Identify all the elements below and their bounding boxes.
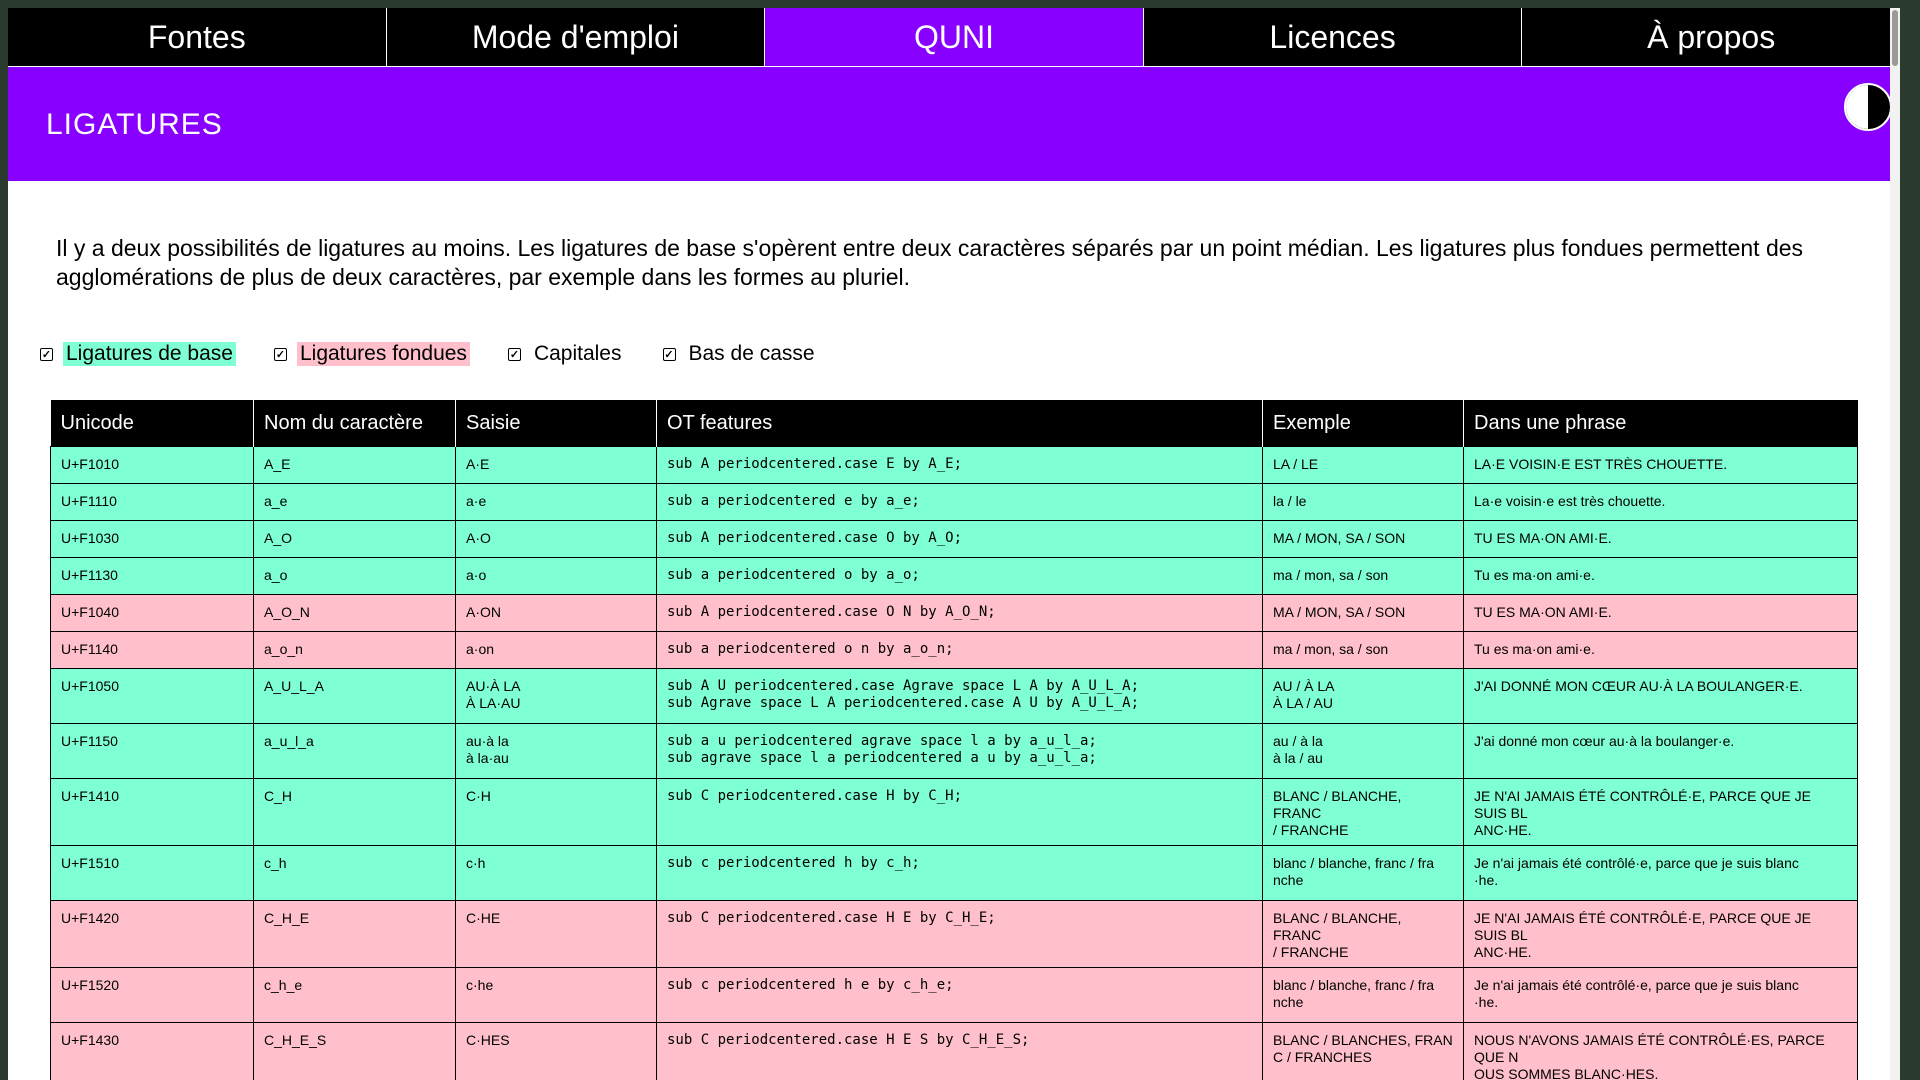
cell-phrase	[1464, 521, 1858, 558]
column-header-ot-features[interactable]: OT features	[657, 400, 1263, 447]
cell-exemple	[1263, 669, 1464, 724]
page-frame	[8, 8, 1900, 1080]
column-header-nom[interactable]: Nom du caractère	[254, 400, 456, 447]
cell-line: Tu es ma·on ami·e.	[1474, 641, 1595, 657]
cell-line: sub A periodcentered.case E by A_E;	[667, 456, 963, 472]
cell-line: sub a periodcentered o by a_o;	[667, 567, 920, 583]
cell-exemple	[1263, 558, 1464, 595]
table-header-row	[51, 400, 1858, 447]
cell-unicode: U+F1420	[51, 901, 254, 968]
table-row	[51, 447, 1858, 484]
cell-line: MA / MON, SA / SON	[1273, 530, 1406, 546]
cell-line: au·à la	[466, 733, 509, 749]
column-header-unicode[interactable]: Unicode	[51, 400, 254, 447]
cell-unicode: U+F1510	[51, 846, 254, 901]
cell-line: / FRANCHE	[1273, 822, 1349, 838]
filter-ligatures-base[interactable]	[40, 342, 236, 366]
cell-line: A·ON	[466, 604, 501, 620]
cell-exemple	[1263, 447, 1464, 484]
cell-line: Je n'ai jamais été contrôlé·e, parce que je suis blanc	[1474, 855, 1799, 871]
cell-line: ·he.	[1474, 994, 1499, 1010]
cell-line: sub agrave space l a periodcentered a u by a_u_l_a;	[667, 750, 1097, 766]
cell-line: c·h	[466, 855, 486, 871]
cell-line: A·O	[466, 530, 491, 546]
cell-unicode: U+F1040	[51, 595, 254, 632]
cell-ot	[657, 901, 1263, 968]
section-banner	[8, 67, 1900, 181]
cell-line: sub a u periodcentered agrave space l a by a_u_l_a;	[667, 733, 1097, 749]
cell-line: C·HES	[466, 1032, 510, 1048]
cell-phrase	[1464, 724, 1858, 779]
cell-phrase	[1464, 669, 1858, 724]
cell-name: A_E	[254, 447, 456, 484]
checkbox-ligatures-fondues[interactable]: ✓	[275, 348, 286, 361]
cell-exemple	[1263, 968, 1464, 1023]
cell-ot	[657, 632, 1263, 669]
cell-exemple	[1263, 632, 1464, 669]
tab-licences[interactable]: Licences	[1144, 8, 1523, 66]
cell-line: TU ES MA·ON AMI·E.	[1474, 604, 1612, 620]
cell-line: nche	[1273, 872, 1304, 888]
cell-name: a_u_l_a	[254, 724, 456, 779]
cell-name: a_e	[254, 484, 456, 521]
cell-line: sub A periodcentered.case O by A_O;	[667, 530, 963, 546]
cell-line: sub c periodcentered h e by c_h_e;	[667, 977, 954, 993]
cell-unicode: U+F1110	[51, 484, 254, 521]
checkbox-capitales[interactable]: ✓	[509, 348, 520, 361]
cell-exemple	[1263, 484, 1464, 521]
cell-line: sub a periodcentered e by a_e;	[667, 493, 920, 509]
cell-saisie	[456, 724, 657, 779]
tab-fontes[interactable]: Fontes	[8, 8, 387, 66]
cell-saisie	[456, 595, 657, 632]
cell-line: La·e voisin·e est très chouette.	[1474, 493, 1666, 509]
cell-ot	[657, 779, 1263, 846]
cell-line: / FRANCHE	[1273, 944, 1349, 960]
cell-line: a·e	[466, 493, 487, 509]
cell-name: c_h_e	[254, 968, 456, 1023]
cell-name: a_o_n	[254, 632, 456, 669]
cell-saisie	[456, 846, 657, 901]
cell-line: AU / À LA	[1273, 678, 1335, 694]
cell-line: ANC·HE.	[1474, 822, 1532, 838]
cell-ot	[657, 846, 1263, 901]
cell-line: ·he.	[1474, 872, 1499, 888]
cell-line: blanc / blanche, franc / fra	[1273, 977, 1435, 993]
contrast-half	[1846, 85, 1868, 129]
cell-line: Je n'ai jamais été contrôlé·e, parce que je suis blanc	[1474, 977, 1799, 993]
cell-line: À LA / AU	[1273, 695, 1333, 711]
cell-phrase	[1464, 901, 1858, 968]
cell-exemple	[1263, 521, 1464, 558]
cell-line: à la / au	[1273, 750, 1323, 766]
tab-quni[interactable]: QUNI	[765, 8, 1144, 66]
cell-saisie	[456, 968, 657, 1023]
cell-line: J'ai donné mon cœur au·à la boulanger·e.	[1474, 733, 1735, 749]
cell-unicode: U+F1140	[51, 632, 254, 669]
cell-phrase	[1464, 968, 1858, 1023]
cell-name: C_H	[254, 779, 456, 846]
cell-line: a·on	[466, 641, 495, 657]
cell-saisie	[456, 669, 657, 724]
scrollbar-thumb[interactable]	[1892, 10, 1898, 66]
cell-line: sub A U periodcentered.case Agrave space L A by A_U_L_A;	[667, 678, 1140, 694]
filter-label: Ligatures fondues	[297, 342, 470, 366]
cell-line: JE N'AI JAMAIS ÉTÉ CONTRÔLÉ·E, PARCE QUE JE SUIS BL	[1474, 788, 1811, 821]
checkbox-bas-de-casse[interactable]: ✓	[664, 348, 674, 361]
cell-name: C_H_E	[254, 901, 456, 968]
filter-bas-de-casse[interactable]	[663, 342, 818, 366]
cell-phrase	[1464, 447, 1858, 484]
cell-line: ma / mon, sa / son	[1273, 641, 1389, 657]
cell-ot	[657, 521, 1263, 558]
cell-saisie	[456, 901, 657, 968]
top-navigation	[8, 8, 1900, 66]
cell-line: c·he	[466, 977, 494, 993]
cell-line: J'AI DONNÉ MON CŒUR AU·À LA BOULANGER·E.	[1474, 678, 1803, 694]
cell-line: la / le	[1273, 493, 1307, 509]
cell-saisie	[456, 632, 657, 669]
cell-saisie	[456, 447, 657, 484]
cell-phrase	[1464, 558, 1858, 595]
cell-line: sub a periodcentered o n by a_o_n;	[667, 641, 954, 657]
ligatures-table-wrapper	[50, 400, 1857, 1080]
cell-line: À LA·AU	[466, 695, 521, 711]
cell-phrase	[1464, 846, 1858, 901]
cell-unicode: U+F1030	[51, 521, 254, 558]
cell-ot	[657, 724, 1263, 779]
cell-unicode: U+F1150	[51, 724, 254, 779]
cell-saisie	[456, 1023, 657, 1080]
tab-mode-emploi[interactable]: Mode d'emploi	[387, 8, 766, 66]
cell-line: C·HE	[466, 910, 501, 926]
cell-line: a·o	[466, 567, 487, 583]
cell-unicode: U+F1430	[51, 1023, 254, 1080]
cell-line: AU·À LA	[466, 678, 521, 694]
cell-phrase	[1464, 484, 1858, 521]
table-row	[51, 1023, 1858, 1080]
cell-line: TU ES MA·ON AMI·E.	[1474, 530, 1612, 546]
cell-unicode: U+F1010	[51, 447, 254, 484]
table-row	[51, 901, 1858, 968]
vertical-scrollbar[interactable]	[1890, 8, 1900, 1080]
cell-ot	[657, 447, 1263, 484]
cell-line: au / à la	[1273, 733, 1323, 749]
cell-name: a_o	[254, 558, 456, 595]
cell-line: OUS SOMMES BLANC·HES.	[1474, 1066, 1659, 1080]
filter-capitales[interactable]	[508, 342, 625, 366]
cell-line: BLANC / BLANCHE, FRANC	[1273, 788, 1402, 821]
cell-saisie	[456, 779, 657, 846]
filter-label: Bas de casse	[688, 342, 815, 365]
cell-ot	[657, 968, 1263, 1023]
cell-phrase	[1464, 1023, 1858, 1080]
table-row	[51, 558, 1858, 595]
cell-name: A_U_L_A	[254, 669, 456, 724]
table-row	[51, 484, 1858, 521]
tab-a-propos[interactable]: À propos	[1647, 18, 1776, 55]
cell-line: sub Agrave space L A periodcentered.case A U by A_U_L_A;	[667, 695, 1140, 711]
cell-phrase	[1464, 632, 1858, 669]
filter-label: Ligatures de base	[63, 342, 236, 366]
cell-exemple	[1263, 846, 1464, 901]
cell-line: C / FRANCHES	[1273, 1049, 1372, 1065]
column-header-phrase[interactable]: Dans une phrase	[1464, 400, 1858, 447]
cell-line: JE N'AI JAMAIS ÉTÉ CONTRÔLÉ·E, PARCE QUE JE SUIS BL	[1474, 910, 1811, 943]
cell-line: BLANC / BLANCHE, FRANC	[1273, 910, 1402, 943]
cell-name: A_O_N	[254, 595, 456, 632]
cell-saisie	[456, 521, 657, 558]
table-row	[51, 595, 1858, 632]
cell-saisie	[456, 558, 657, 595]
table-row	[51, 521, 1858, 558]
cell-ot	[657, 595, 1263, 632]
cell-line: sub C periodcentered.case H E by C_H_E;	[667, 910, 996, 926]
cell-line: sub A periodcentered.case O N by A_O_N;	[667, 604, 996, 620]
table-row	[51, 779, 1858, 846]
cell-unicode: U+F1130	[51, 558, 254, 595]
cell-line: C·H	[466, 788, 491, 804]
cell-exemple	[1263, 779, 1464, 846]
cell-line: BLANC / BLANCHES, FRAN	[1273, 1032, 1453, 1048]
cell-line: LA / LE	[1273, 456, 1319, 472]
filter-ligatures-fondues[interactable]	[274, 342, 470, 366]
cell-name: A_O	[254, 521, 456, 558]
cell-name: C_H_E_S	[254, 1023, 456, 1080]
checkbox-ligatures-base[interactable]: ✓	[41, 348, 52, 361]
cell-phrase	[1464, 779, 1858, 846]
cell-line: blanc / blanche, franc / fra	[1273, 855, 1435, 871]
cell-line: à la·au	[466, 750, 509, 766]
cell-line: sub C periodcentered.case H E S by C_H_E_S;	[667, 1032, 1030, 1048]
column-header-saisie[interactable]: Saisie	[456, 400, 657, 447]
cell-saisie	[456, 484, 657, 521]
cell-exemple	[1263, 901, 1464, 968]
table-row	[51, 846, 1858, 901]
cell-ot	[657, 484, 1263, 521]
cell-phrase	[1464, 595, 1858, 632]
cell-ot	[657, 558, 1263, 595]
filter-bar	[40, 342, 856, 366]
table-row	[51, 724, 1858, 779]
cell-line: Tu es ma·on ami·e.	[1474, 567, 1595, 583]
cell-line: ANC·HE.	[1474, 944, 1532, 960]
cell-line: NOUS N'AVONS JAMAIS ÉTÉ CONTRÔLÉ·ES, PARCE QUE N	[1474, 1032, 1825, 1065]
table-row	[51, 669, 1858, 724]
cell-unicode: U+F1520	[51, 968, 254, 1023]
cell-line: sub c periodcentered h by c_h;	[667, 855, 920, 871]
table-row	[51, 632, 1858, 669]
cell-line: A·E	[466, 456, 490, 472]
filter-label: Capitales	[533, 342, 622, 365]
page-title: LIGATURES	[46, 108, 223, 141]
table-body	[51, 447, 1858, 1080]
contrast-toggle-icon[interactable]	[1844, 83, 1892, 131]
cell-line: nche	[1273, 994, 1304, 1010]
cell-line: sub C periodcentered.case H by C_H;	[667, 788, 963, 804]
cell-exemple	[1263, 595, 1464, 632]
cell-unicode: U+F1050	[51, 669, 254, 724]
cell-line: MA / MON, SA / SON	[1273, 604, 1406, 620]
ligatures-table	[50, 400, 1858, 1080]
cell-line: ma / mon, sa / son	[1273, 567, 1389, 583]
cell-line: LA·E VOISIN·E EST TRÈS CHOUETTE.	[1474, 456, 1728, 472]
cell-name: c_h	[254, 846, 456, 901]
cell-ot	[657, 1023, 1263, 1080]
intro-paragraph: Il y a deux possibilités de ligatures au moins. Les ligatures de base s'opèrent entre deux caractères séparés par un point médian. Les ligatures plus fondues permettent des agglomérations de plus de deux caractères, par exemple dans les formes au pluriel.	[56, 235, 1804, 290]
column-header-exemple[interactable]: Exemple	[1263, 400, 1464, 447]
cell-exemple	[1263, 1023, 1464, 1080]
table-row	[51, 968, 1858, 1023]
cell-exemple	[1263, 724, 1464, 779]
cell-unicode: U+F1410	[51, 779, 254, 846]
cell-ot	[657, 669, 1263, 724]
